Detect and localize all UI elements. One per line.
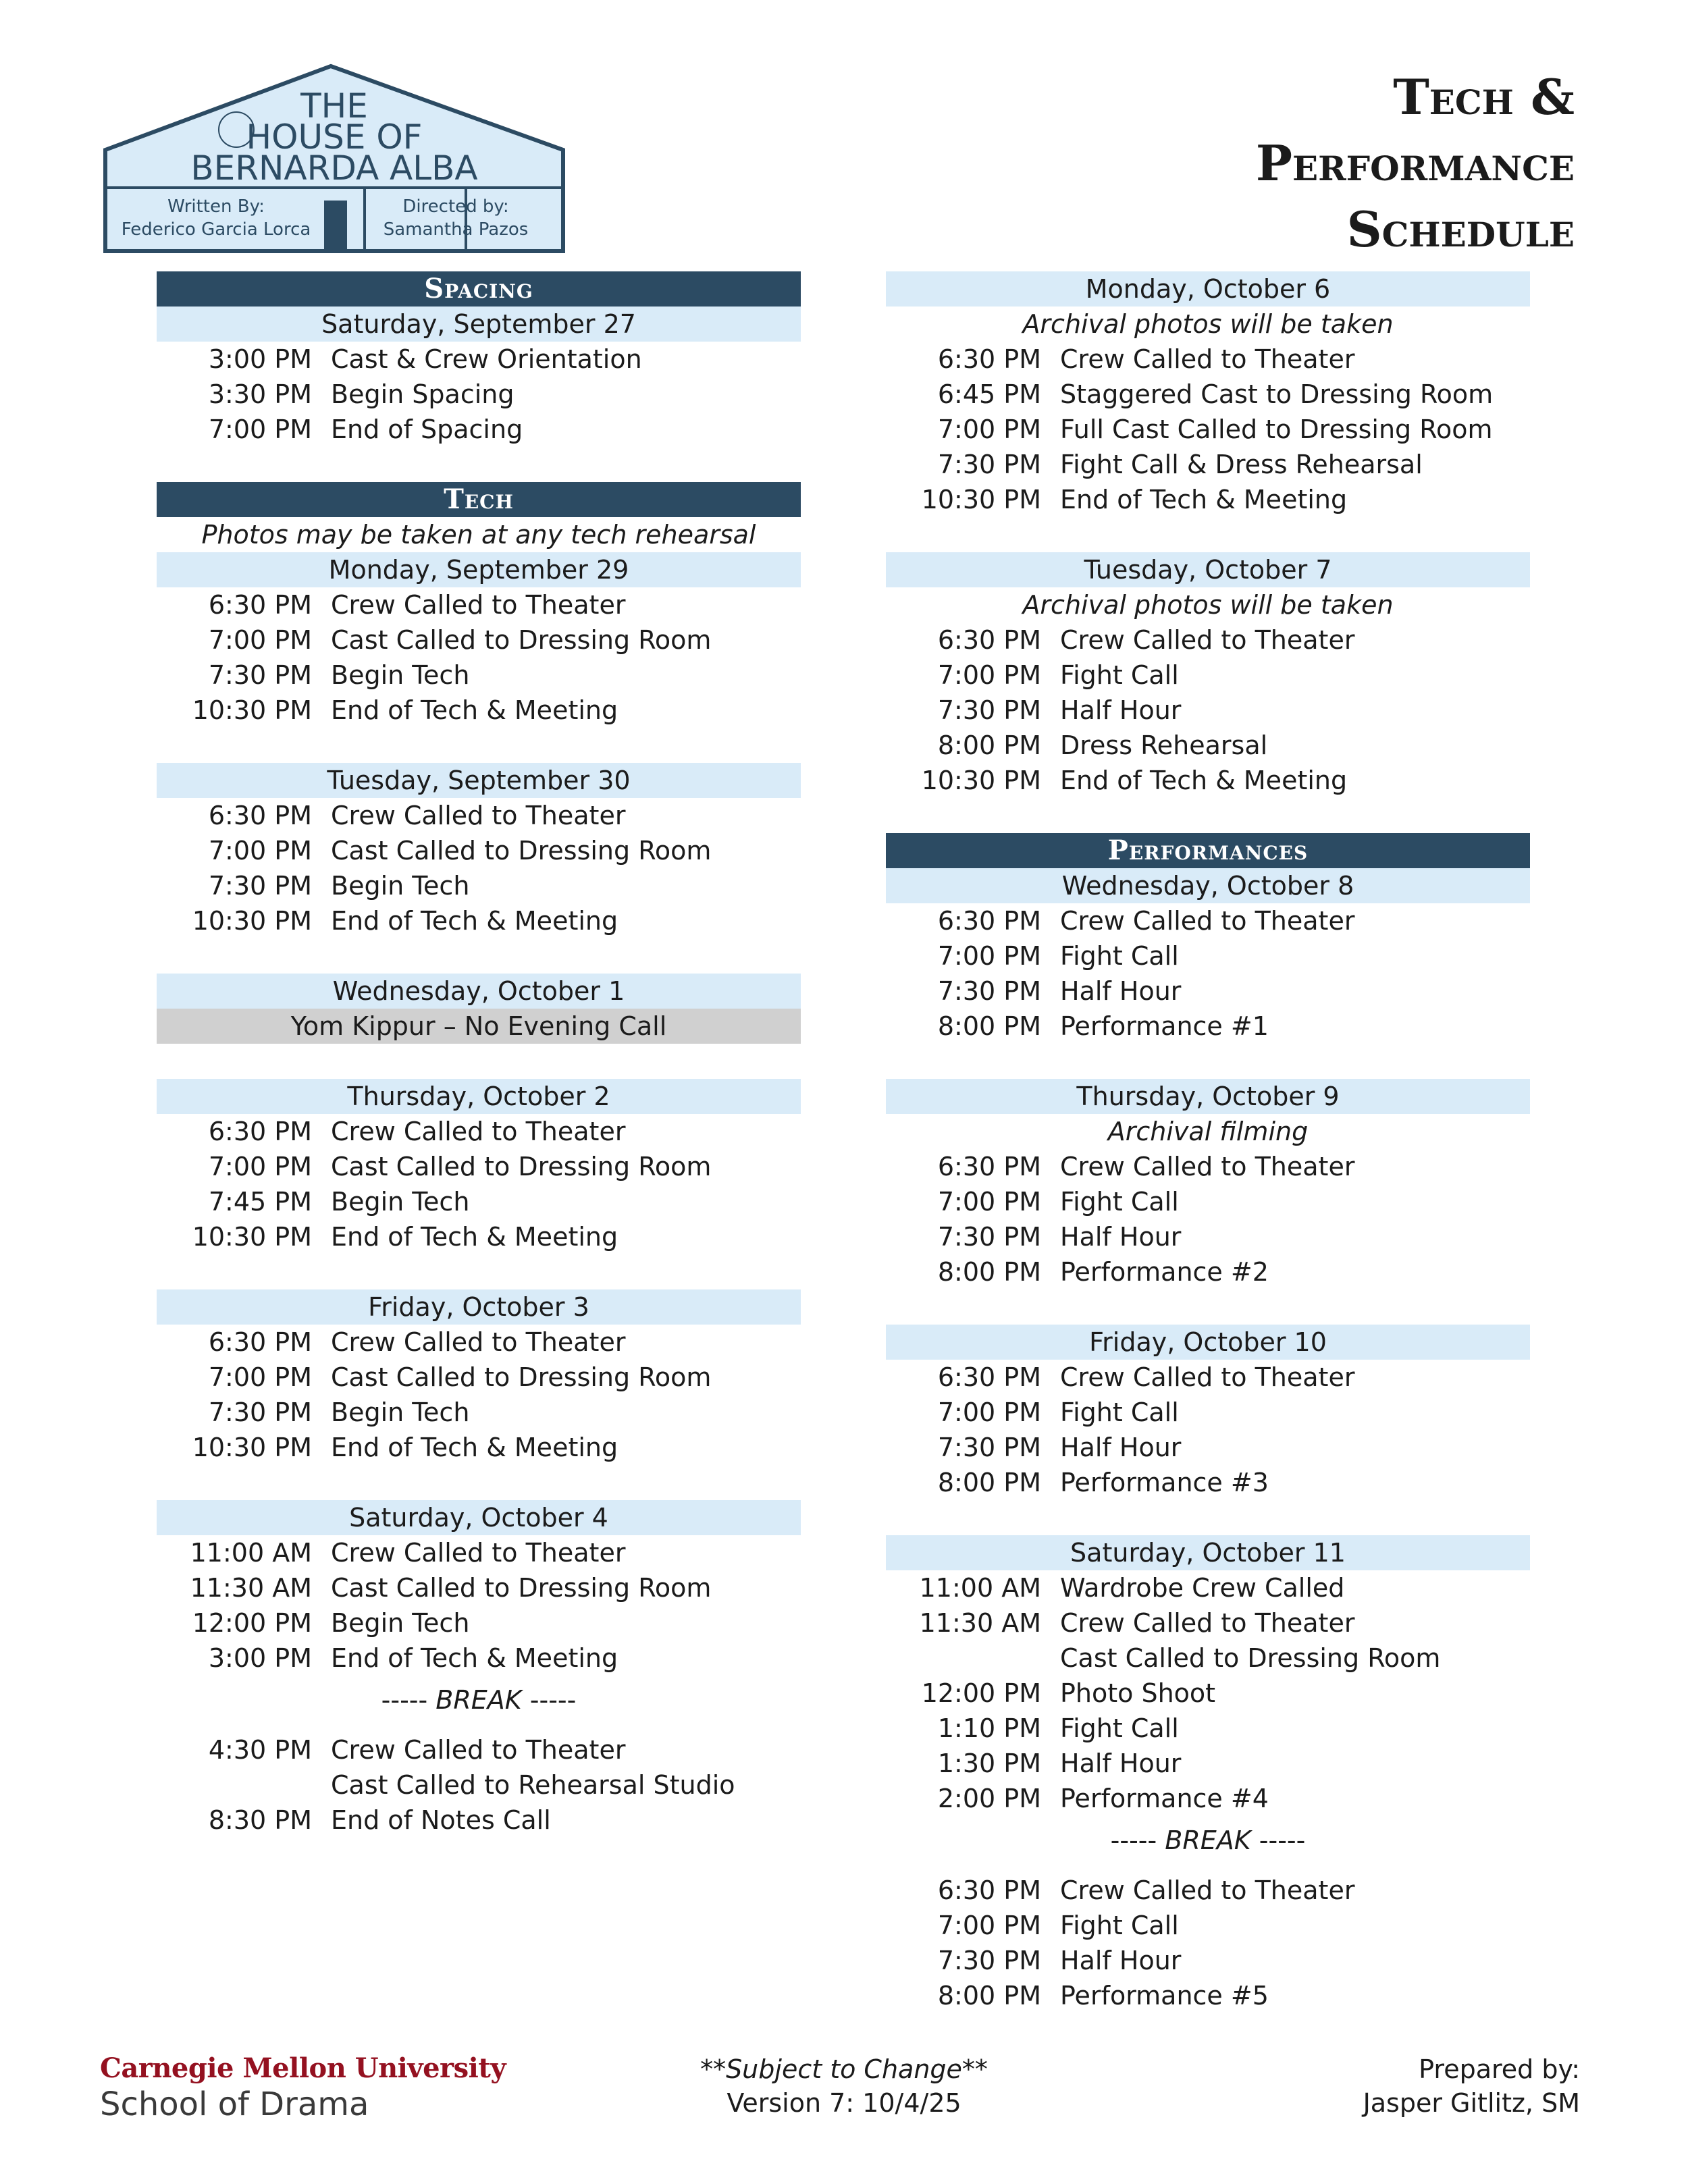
row-event: Fight Call (1060, 941, 1179, 971)
day-wed-oct8: Wednesday, October 8 (886, 868, 1530, 903)
schedule-row (886, 412, 1530, 447)
row-time: 6:45 PM (937, 379, 1041, 409)
row-event: Performance #3 (1060, 1468, 1269, 1497)
schedule-row (157, 1535, 801, 1570)
show-logo (101, 62, 567, 255)
version-label: Version 7: 10/4/25 (727, 2088, 961, 2118)
row-time: 2:00 PM (937, 1784, 1041, 1813)
logo-written-label: Written By: (167, 196, 265, 217)
logo-title-line3: BERNARDA ALBA (190, 149, 478, 188)
row-event: Crew Called to Theater (1060, 1152, 1355, 1181)
row-event: Half Hour (1060, 695, 1182, 725)
schedule-row (157, 833, 801, 868)
row-event: Crew Called to Theater (1060, 1608, 1355, 1638)
row-time: 7:30 PM (937, 976, 1041, 1006)
schedule-row (886, 1746, 1530, 1781)
day-fri-oct3: Friday, October 3 (157, 1289, 801, 1325)
schedule-row (157, 1767, 801, 1803)
row-event: Half Hour (1060, 1222, 1182, 1252)
row-time: 10:30 PM (192, 906, 312, 936)
row-time: 6:30 PM (937, 344, 1041, 374)
break-dashes: ----- (1110, 1826, 1165, 1855)
row-event: Photo Shoot (1060, 1678, 1216, 1708)
schedule-row (157, 868, 801, 903)
row-time: 7:00 PM (208, 1152, 312, 1181)
schedule-row (157, 1184, 801, 1219)
break-divider (886, 1823, 1530, 1858)
row-time: 11:00 AM (190, 1538, 312, 1568)
row-event: Cast Called to Rehearsal Studio (331, 1770, 735, 1800)
row-time: 10:30 PM (921, 766, 1041, 795)
row-event: Crew Called to Theater (1060, 906, 1355, 936)
row-event: Fight Call (1060, 660, 1179, 690)
row-event: Crew Called to Theater (331, 1117, 626, 1146)
row-event: End of Tech & Meeting (331, 906, 618, 936)
schedule-row (886, 658, 1530, 693)
schedule-row (886, 377, 1530, 412)
cmu-name: Carnegie Mellon University (100, 2052, 506, 2084)
schedule-row (157, 798, 801, 833)
row-time: 1:30 PM (937, 1749, 1041, 1778)
row-time: 8:00 PM (937, 1011, 1041, 1041)
row-event: End of Tech & Meeting (331, 695, 618, 725)
row-event: Cast Called to Dressing Room (1060, 1643, 1441, 1673)
row-event: End of Tech & Meeting (331, 1643, 618, 1673)
title-line1: Tech & (1393, 68, 1575, 126)
schedule-row (886, 1908, 1530, 1943)
row-time: 7:00 PM (208, 625, 312, 655)
schedule-row (157, 903, 801, 938)
schedule-row (886, 1009, 1530, 1044)
row-event: Fight Call (1060, 1713, 1179, 1743)
schedule-row (157, 1641, 801, 1676)
row-time: 6:30 PM (937, 625, 1041, 655)
door-icon (324, 201, 347, 251)
row-event: Fight Call (1060, 1397, 1179, 1427)
prepared-by-block (1363, 2052, 1580, 2120)
schedule-row (886, 728, 1530, 763)
schedule-row (886, 763, 1530, 798)
logo-directed-name: Samantha Pazos (383, 219, 529, 240)
day-sat-sep27: Saturday, September 27 (157, 307, 801, 342)
prepared-label: Prepared by: (1419, 2054, 1580, 2084)
right-column (886, 271, 1530, 2013)
no-call-notice: Yom Kippur – No Evening Call (157, 1009, 801, 1044)
row-event: Begin Tech (331, 660, 470, 690)
break-dashes: ----- (521, 1685, 577, 1715)
schedule-row (886, 1570, 1530, 1605)
row-time: 10:30 PM (192, 1222, 312, 1252)
row-event: Crew Called to Theater (1060, 1362, 1355, 1392)
row-event: Crew Called to Theater (331, 1538, 626, 1568)
row-event: End of Tech & Meeting (331, 1222, 618, 1252)
day-mon-sep29: Monday, September 29 (157, 552, 801, 587)
row-event: Fight Call (1060, 1911, 1179, 1940)
row-time: 8:00 PM (937, 1257, 1041, 1287)
spacing-header: Spacing (157, 271, 801, 307)
schedule-row (886, 693, 1530, 728)
row-time: 6:30 PM (937, 1362, 1041, 1392)
schedule-row (157, 1325, 801, 1360)
row-time: 7:30 PM (937, 1946, 1041, 1975)
row-event: Cast Called to Dressing Room (331, 1152, 712, 1181)
row-event: Half Hour (1060, 1749, 1182, 1778)
row-time: 7:00 PM (937, 1911, 1041, 1940)
row-event: Cast Called to Dressing Room (331, 836, 712, 865)
schedule-row (886, 1219, 1530, 1254)
tech-note: Photos may be taken at any tech rehearsal (201, 520, 756, 550)
break-dashes: ----- (381, 1685, 436, 1715)
row-time: 11:30 AM (919, 1608, 1041, 1638)
row-event: End of Spacing (331, 415, 523, 444)
row-event: Cast & Crew Orientation (331, 344, 642, 374)
schedule-row (157, 1219, 801, 1254)
row-event: Crew Called to Theater (331, 590, 626, 620)
schedule-row (886, 1395, 1530, 1430)
row-time: 7:00 PM (208, 836, 312, 865)
version-block (641, 2052, 1047, 2120)
schedule-row (886, 1254, 1530, 1289)
row-event: Performance #5 (1060, 1981, 1269, 2010)
logo-directed-label: Directed by: (402, 196, 509, 217)
row-event: Crew Called to Theater (331, 1327, 626, 1357)
row-event: Crew Called to Theater (331, 1735, 626, 1765)
row-time: 7:30 PM (937, 1433, 1041, 1462)
schedule-row (157, 658, 801, 693)
row-time: 7:45 PM (208, 1187, 312, 1217)
row-event: Crew Called to Theater (331, 801, 626, 830)
row-time: 8:00 PM (937, 730, 1041, 760)
row-event: Staggered Cast to Dressing Room (1060, 379, 1494, 409)
row-time (886, 1641, 1041, 1676)
schedule-row (886, 1781, 1530, 1816)
schedule-row (886, 1430, 1530, 1465)
subject-to-change: **Subject to Change** (700, 2054, 988, 2084)
cmu-logo (100, 2052, 506, 2124)
day-thu-oct9: Thursday, October 9 (886, 1079, 1530, 1114)
logo-title-line2: HOUSE OF (246, 117, 423, 157)
row-time: 6:30 PM (208, 1327, 312, 1357)
row-time: 6:30 PM (937, 1152, 1041, 1181)
schedule-row (886, 1943, 1530, 1978)
row-event: Performance #4 (1060, 1784, 1269, 1813)
schedule-row (157, 1395, 801, 1430)
row-event: Cast Called to Dressing Room (331, 1362, 712, 1392)
schedule-row (886, 622, 1530, 658)
day-mon-oct6: Monday, October 6 (886, 271, 1530, 307)
row-time: 12:00 PM (192, 1608, 312, 1638)
day-tue-sep30: Tuesday, September 30 (157, 763, 801, 798)
schedule-row (157, 342, 801, 377)
left-column (157, 271, 801, 1838)
title-line3: Schedule (1346, 201, 1575, 258)
break-divider (157, 1682, 801, 1717)
schedule-row (886, 1676, 1530, 1711)
row-event: Dress Rehearsal (1060, 730, 1268, 760)
row-event: Cast Called to Dressing Room (331, 1573, 712, 1603)
row-time: 7:00 PM (937, 1187, 1041, 1217)
row-time: 8:00 PM (937, 1981, 1041, 2010)
row-time: 7:30 PM (937, 695, 1041, 725)
row-time: 6:30 PM (937, 1875, 1041, 1905)
break-label: BREAK (436, 1685, 522, 1715)
row-time: 7:00 PM (937, 415, 1041, 444)
row-time: 7:00 PM (937, 1397, 1041, 1427)
day-sat-oct11: Saturday, October 11 (886, 1535, 1530, 1570)
schedule-row (157, 622, 801, 658)
tech-header: Tech (157, 482, 801, 517)
schedule-row (157, 412, 801, 447)
logo-title-line1: THE (300, 86, 368, 126)
row-time: 11:00 AM (919, 1573, 1041, 1603)
schedule-row (886, 1605, 1530, 1641)
row-time: 6:30 PM (937, 906, 1041, 936)
break-dashes: ----- (1250, 1826, 1306, 1855)
house-logo-graphic (101, 62, 567, 255)
schedule-row (886, 1873, 1530, 1908)
row-time: 7:30 PM (208, 871, 312, 901)
day-fri-oct10: Friday, October 10 (886, 1325, 1530, 1360)
row-time: 7:00 PM (208, 1362, 312, 1392)
title-line2: Performance (1255, 134, 1575, 192)
row-time: 7:00 PM (937, 660, 1041, 690)
row-time: 3:30 PM (208, 379, 312, 409)
cmu-school: School of Drama (100, 2085, 369, 2123)
row-event: Half Hour (1060, 976, 1182, 1006)
schedule-row (886, 1184, 1530, 1219)
row-time: 7:00 PM (937, 941, 1041, 971)
row-time (157, 1767, 312, 1803)
row-event: Begin Tech (331, 1187, 470, 1217)
performances-header: Performances (886, 833, 1530, 868)
row-event: Crew Called to Theater (1060, 344, 1355, 374)
schedule-row (886, 1360, 1530, 1395)
row-event: Crew Called to Theater (1060, 625, 1355, 655)
row-time: 4:30 PM (208, 1735, 312, 1765)
row-event: Half Hour (1060, 1433, 1182, 1462)
schedule-row (886, 1149, 1530, 1184)
row-time: 10:30 PM (192, 695, 312, 725)
schedule-row (157, 1605, 801, 1641)
row-event: Crew Called to Theater (1060, 1875, 1355, 1905)
day-sat-oct4: Saturday, October 4 (157, 1500, 801, 1535)
row-time: 8:00 PM (937, 1468, 1041, 1497)
schedule-row (886, 447, 1530, 482)
day-tue-oct7: Tuesday, October 7 (886, 552, 1530, 587)
row-event: Full Cast Called to Dressing Room (1060, 415, 1493, 444)
schedule-row (157, 1732, 801, 1767)
schedule-row (886, 1465, 1530, 1500)
row-time: 7:30 PM (208, 660, 312, 690)
day-note: Archival filming (1107, 1117, 1309, 1146)
schedule-row (157, 1430, 801, 1465)
row-time: 11:30 AM (190, 1573, 312, 1603)
schedule-row (886, 903, 1530, 938)
row-event: Cast Called to Dressing Room (331, 625, 712, 655)
row-time: 6:30 PM (208, 1117, 312, 1146)
row-time: 7:00 PM (208, 415, 312, 444)
schedule-row (157, 693, 801, 728)
schedule-row (886, 1711, 1530, 1746)
row-event: Begin Tech (331, 1608, 470, 1638)
schedule-row (157, 587, 801, 622)
row-event: End of Notes Call (331, 1805, 551, 1835)
row-event: Performance #2 (1060, 1257, 1269, 1287)
day-note: Archival photos will be taken (1022, 590, 1394, 620)
schedule-row (157, 1803, 801, 1838)
schedule-row (886, 974, 1530, 1009)
day-note: Archival photos will be taken (1022, 309, 1394, 339)
row-event: Begin Spacing (331, 379, 515, 409)
row-time: 7:30 PM (937, 1222, 1041, 1252)
schedule-row (157, 1114, 801, 1149)
break-label: BREAK (1165, 1826, 1251, 1855)
schedule-row (886, 482, 1530, 517)
row-time: 3:00 PM (208, 1643, 312, 1673)
row-time: 7:30 PM (208, 1397, 312, 1427)
page-title (1256, 64, 1575, 263)
row-time: 10:30 PM (192, 1433, 312, 1462)
row-time: 8:30 PM (208, 1805, 312, 1835)
row-time: 7:30 PM (937, 450, 1041, 479)
row-event: Wardrobe Crew Called (1060, 1573, 1345, 1603)
schedule-row (157, 1149, 801, 1184)
row-event: End of Tech & Meeting (331, 1433, 618, 1462)
row-event: Fight Call & Dress Rehearsal (1060, 450, 1423, 479)
row-event: Begin Tech (331, 1397, 470, 1427)
row-event: Begin Tech (331, 871, 470, 901)
row-event: End of Tech & Meeting (1060, 485, 1348, 514)
schedule-row (886, 342, 1530, 377)
row-time: 1:10 PM (937, 1713, 1041, 1743)
logo-written-name: Federico Garcia Lorca (121, 219, 311, 240)
row-event: Fight Call (1060, 1187, 1179, 1217)
row-time: 10:30 PM (921, 485, 1041, 514)
schedule-row (157, 1570, 801, 1605)
row-time: 6:30 PM (208, 801, 312, 830)
row-time: 6:30 PM (208, 590, 312, 620)
prepared-name: Jasper Gitlitz, SM (1363, 2088, 1580, 2118)
schedule-row (886, 1978, 1530, 2013)
row-time: 12:00 PM (921, 1678, 1041, 1708)
row-event: Performance #1 (1060, 1011, 1269, 1041)
schedule-row (886, 1641, 1530, 1676)
row-event: End of Tech & Meeting (1060, 766, 1348, 795)
day-thu-oct2: Thursday, October 2 (157, 1079, 801, 1114)
row-event: Half Hour (1060, 1946, 1182, 1975)
schedule-row (886, 938, 1530, 974)
schedule-row (157, 1360, 801, 1395)
schedule-row (157, 377, 801, 412)
day-wed-oct1: Wednesday, October 1 (157, 974, 801, 1009)
row-time: 3:00 PM (208, 344, 312, 374)
